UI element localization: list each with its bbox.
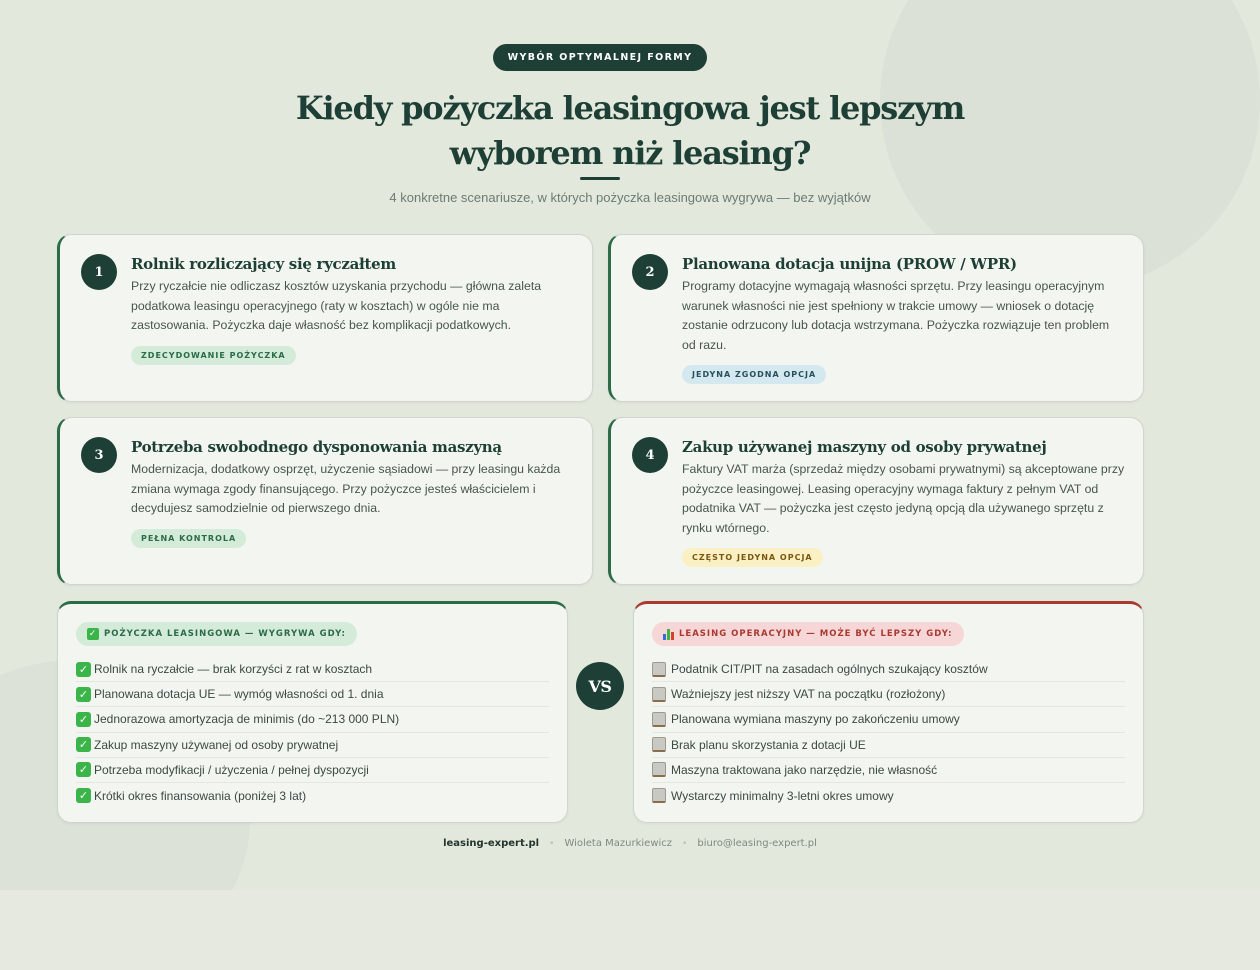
page-subtitle: 4 konkretne scenariusze, w których pożyczka leasingowa wygrywa — bez wyjątków bbox=[389, 190, 871, 205]
check-mark-icon: ✓ bbox=[76, 762, 91, 777]
list-item-text: Brak planu skorzystania z dotacji UE bbox=[671, 737, 866, 752]
number-badge: 4 bbox=[632, 437, 668, 473]
scenario-card-4 bbox=[608, 417, 1144, 585]
leasing-better-panel bbox=[633, 601, 1144, 823]
list-item-text: Potrzeba modyfikacji / użyczenia / pełnej dyspozycji bbox=[94, 762, 369, 777]
clipboard-icon bbox=[652, 712, 666, 727]
footer bbox=[0, 838, 1260, 849]
list-item-text: Ważniejszy jest niższy VAT na początku (rozłożony) bbox=[671, 687, 946, 702]
list-item bbox=[76, 758, 549, 783]
list-item bbox=[652, 707, 1125, 732]
eyebrow-pill: WYBÓR OPTYMALNEJ FORMY bbox=[493, 44, 707, 71]
page-title bbox=[200, 86, 1060, 176]
footer-site-link[interactable]: leasing-expert.pl bbox=[443, 838, 540, 849]
clipboard-icon bbox=[652, 788, 666, 803]
footer-separator: • bbox=[549, 838, 555, 849]
scenario-card-1 bbox=[57, 234, 593, 402]
vs-badge: VS bbox=[576, 662, 624, 710]
bottom-band bbox=[0, 890, 1260, 970]
scenario-body bbox=[131, 460, 574, 548]
clipboard-icon bbox=[652, 687, 666, 702]
list-item bbox=[76, 733, 549, 758]
list-item bbox=[76, 783, 549, 808]
list-item-text: Krótki okres finansowania (poniżej 3 lat) bbox=[94, 788, 307, 803]
list-item bbox=[652, 657, 1125, 682]
list-item-text: Wystarczy minimalny 3-letni okres umowy bbox=[671, 788, 894, 803]
check-mark-icon: ✓ bbox=[76, 687, 91, 702]
loan-wins-panel bbox=[57, 601, 568, 823]
scenario-text: Faktury VAT marża (sprzedaż między osobami prywatnymi) są akceptowane przy pożyczce leasingowej. Leasing operacyjny wymaga faktury z pełnym VAT od podatnika VAT — pożyczka jest często jedyną opcją dla używanego sprzętu z rynku wtórnego. bbox=[682, 462, 1125, 535]
scenario-text: Programy dotacyjne wymagają własności sprzętu. Przy leasingu operacyjnym warunek własności nie jest spełniony w trakcie umowy — wniosek o dotację zostanie odrzucony lub dotacja wstrzymana. Pożyczka rozwiązuje ten problem od razu. bbox=[682, 279, 1110, 352]
leasing-panel-heading-text: LEASING OPERACYJNY — MOŻE BYĆ LEPSZY GDY: bbox=[679, 629, 953, 639]
number-badge: 1 bbox=[81, 254, 117, 290]
scenario-badge: PEŁNA KONTROLA bbox=[131, 529, 246, 548]
loan-panel-heading bbox=[76, 622, 357, 646]
list-item-text: Rolnik na ryczałcie — brak korzyści z rat w kosztach bbox=[94, 662, 373, 677]
footer-separator: • bbox=[682, 838, 688, 849]
list-item bbox=[652, 758, 1125, 783]
list-item-text: Zakup maszyny używanej od osoby prywatnej bbox=[94, 737, 339, 752]
scenario-badge: JEDYNA ZGODNA OPCJA bbox=[682, 365, 826, 384]
list-item bbox=[652, 733, 1125, 758]
list-item bbox=[76, 682, 549, 707]
scenario-badge: CZĘSTO JEDYNA OPCJA bbox=[682, 548, 823, 567]
scenario-body bbox=[682, 460, 1125, 567]
scenario-badge: ZDECYDOWANIE POŻYCZKA bbox=[131, 346, 296, 365]
list-item-text: Jednorazowa amortyzacja de minimis (do ~213 000 PLN) bbox=[94, 712, 400, 727]
list-item bbox=[76, 657, 549, 682]
check-mark-icon: ✓ bbox=[76, 737, 91, 752]
number-badge: 2 bbox=[632, 254, 668, 290]
number-badge: 3 bbox=[81, 437, 117, 473]
list-item-text: Podatnik CIT/PIT na zasadach ogólnych szukający kosztów bbox=[671, 662, 988, 677]
list-item-text: Planowana dotacja UE — wymóg własności od 1. dnia bbox=[94, 687, 384, 702]
clipboard-icon bbox=[652, 662, 666, 677]
check-mark-icon: ✓ bbox=[88, 629, 98, 639]
bar-chart-icon bbox=[663, 629, 674, 640]
list-item bbox=[652, 783, 1125, 808]
footer-email-link[interactable]: biuro@leasing-expert.pl bbox=[697, 838, 817, 849]
clipboard-icon bbox=[652, 762, 666, 777]
scenario-title: Planowana dotacja unijna (PROW / WPR) bbox=[682, 255, 1017, 273]
scenario-title: Potrzeba swobodnego dysponowania maszyną bbox=[131, 438, 502, 456]
list-item bbox=[76, 707, 549, 732]
clipboard-icon bbox=[652, 737, 666, 752]
loan-panel-heading-text: POŻYCZKA LEASINGOWA — WYGRYWA GDY: bbox=[104, 629, 346, 639]
scenario-title: Zakup używanej maszyny od osoby prywatnej bbox=[682, 438, 1047, 456]
scenario-body bbox=[682, 277, 1125, 384]
check-mark-icon: ✓ bbox=[76, 712, 91, 727]
title-line-1: Kiedy pożyczka leasingowa jest lepszym bbox=[295, 89, 965, 127]
scenario-title: Rolnik rozliczający się ryczałtem bbox=[131, 255, 396, 273]
list-item-text: Planowana wymiana maszyny po zakończeniu umowy bbox=[671, 712, 960, 727]
scenario-card-2 bbox=[608, 234, 1144, 402]
loan-reasons-list bbox=[76, 657, 549, 808]
scenario-card-3 bbox=[57, 417, 593, 585]
footer-author: Wioleta Mazurkiewicz bbox=[564, 838, 673, 849]
scenario-text: Modernizacja, dodatkowy osprzęt, użyczenie sąsiadowi — przy leasingu każda zmiana wymaga zgody finansującego. Przy pożyczce jesteś właścicielem i decydujesz samodzielnie od pierwszego dnia. bbox=[131, 462, 561, 516]
title-line-2: wyborem niż leasing? bbox=[449, 134, 811, 172]
list-item bbox=[652, 682, 1125, 707]
scenario-text: Przy ryczałcie nie odliczasz kosztów uzyskania przychodu — główna zaleta podatkowa leasingu operacyjnego (raty w kosztach) w ogóle nie ma zastosowania. Pożyczka daje własność bez komplikacji podatkowych. bbox=[131, 279, 542, 333]
leasing-reasons-list bbox=[652, 657, 1125, 808]
check-mark-icon: ✓ bbox=[76, 662, 91, 677]
list-item-text: Maszyna traktowana jako narzędzie, nie własność bbox=[671, 762, 938, 777]
leasing-panel-heading bbox=[652, 622, 964, 646]
scenario-body bbox=[131, 277, 574, 365]
title-divider bbox=[580, 177, 620, 180]
check-mark-icon: ✓ bbox=[76, 788, 91, 803]
